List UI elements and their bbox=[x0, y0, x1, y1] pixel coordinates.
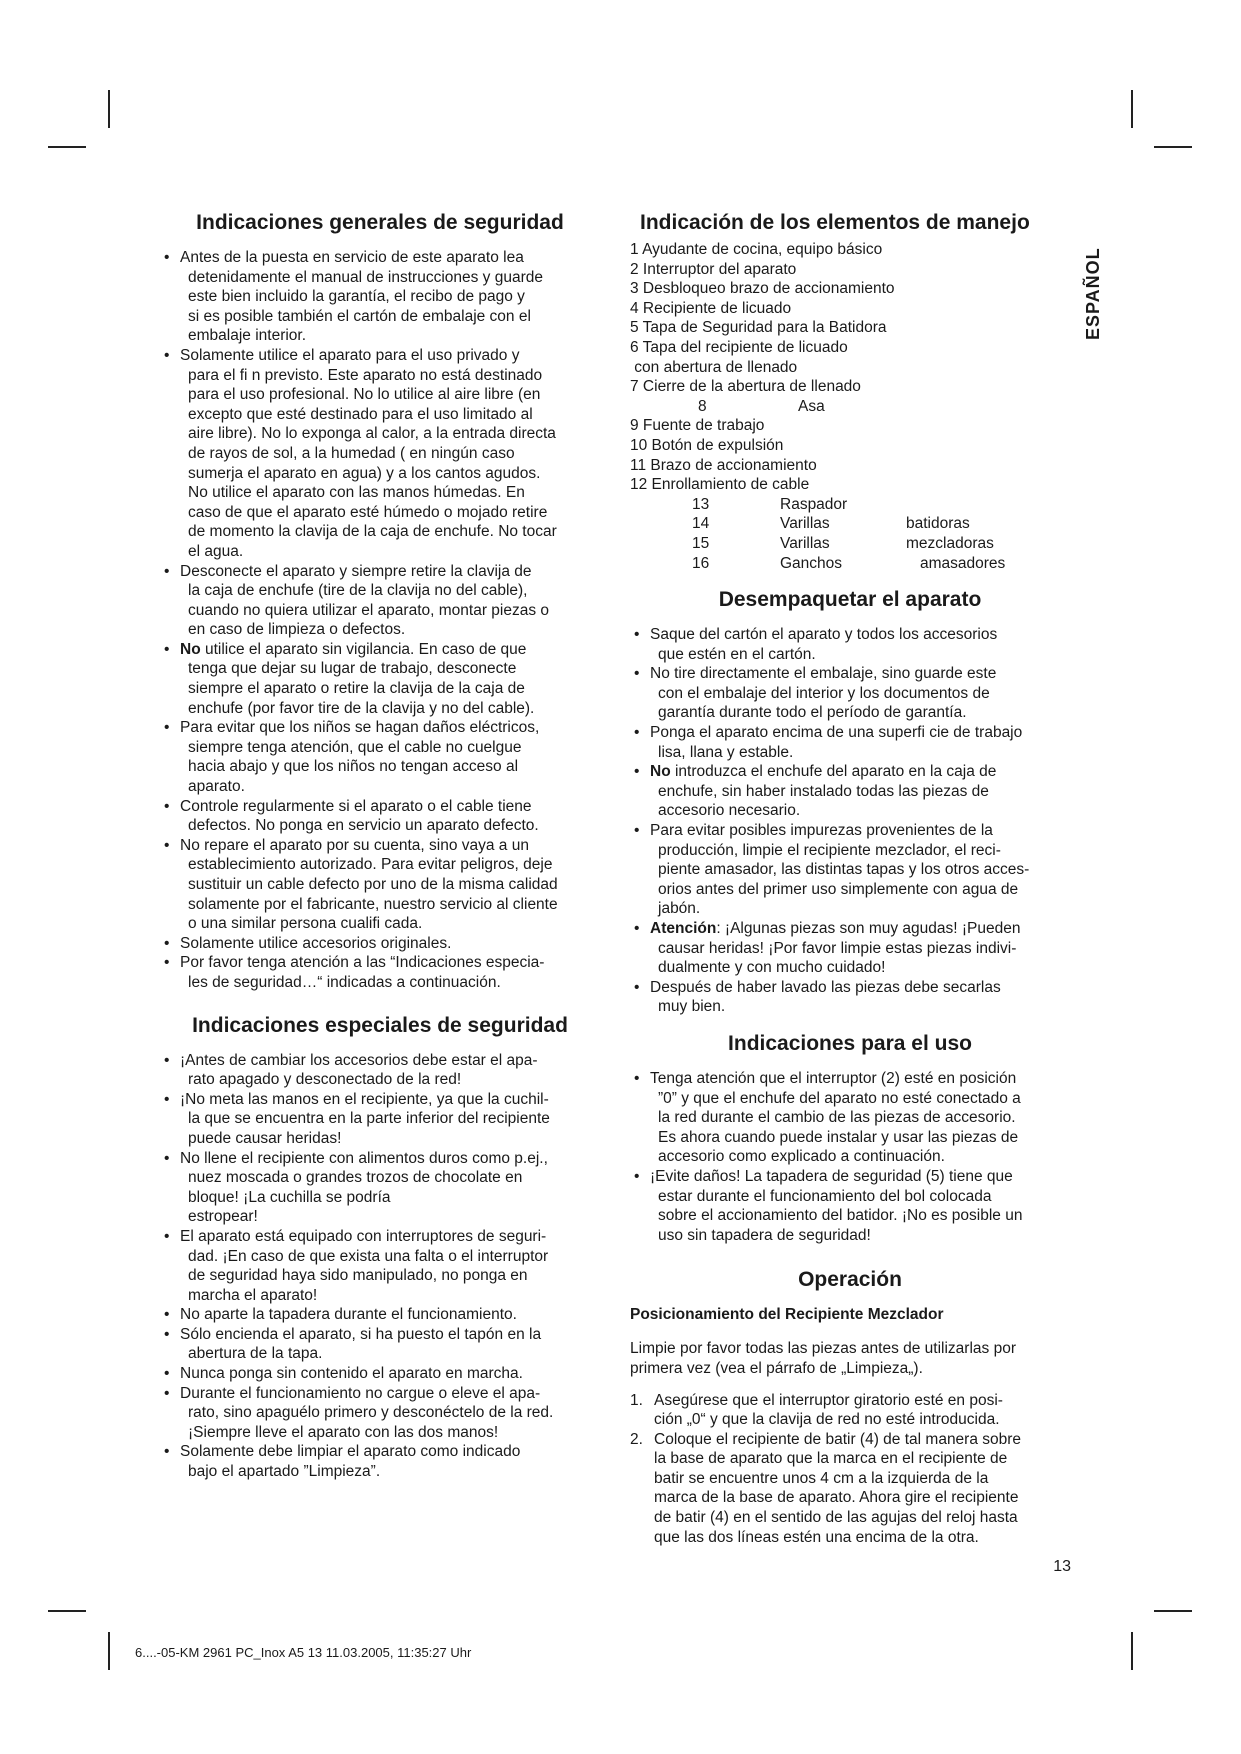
line: la red durante el cambio de las piezas de accesorio. bbox=[658, 1109, 1016, 1127]
step-number: 2. bbox=[630, 1430, 643, 1448]
element-row: 1 Ayudante de cocina, equipo básico bbox=[630, 241, 883, 258]
line: la caja de enchufe (tire de la clavija no del cable), bbox=[188, 582, 528, 600]
bullet: • bbox=[634, 665, 640, 683]
list-item bbox=[630, 1069, 1070, 1167]
bullet: • bbox=[164, 562, 170, 580]
line: abertura de la tapa. bbox=[188, 1345, 323, 1363]
element-number: 8 bbox=[698, 397, 707, 415]
bullet: • bbox=[634, 978, 640, 996]
line: Para evitar posibles impurezas provenientes de la bbox=[650, 822, 993, 840]
emphasis: No bbox=[180, 640, 201, 658]
line: Antes de la puesta en servicio de este aparato lea bbox=[180, 249, 524, 266]
bullet: • bbox=[634, 1069, 640, 1087]
list-item bbox=[160, 346, 600, 562]
bullet: • bbox=[634, 822, 640, 840]
bullet: • bbox=[634, 626, 640, 644]
bullet: • bbox=[164, 1051, 170, 1069]
line: la que se encuentra en la parte inferior del recipiente bbox=[188, 1110, 550, 1128]
line: lisa, llana y estable. bbox=[658, 743, 794, 761]
list-item bbox=[630, 762, 1070, 821]
bullet: • bbox=[164, 1325, 170, 1343]
line: No aparte la tapadera durante el funcionamiento. bbox=[180, 1306, 517, 1324]
bullet: • bbox=[634, 920, 640, 937]
list-item bbox=[630, 1167, 1070, 1245]
elements-list bbox=[630, 240, 1070, 573]
line: puede causar heridas! bbox=[188, 1129, 342, 1147]
line: en caso de limpieza o defectos. bbox=[188, 621, 406, 639]
line: embalaje interior. bbox=[188, 327, 307, 345]
line bbox=[650, 762, 1070, 782]
line: el agua. bbox=[188, 542, 244, 560]
line: excepto que esté destinado para el uso limitado al bbox=[188, 405, 533, 423]
bullet: • bbox=[164, 1149, 170, 1167]
line: enchufe (por favor tire de la clavija y no del cable). bbox=[188, 699, 535, 717]
line: de rayos de sol, a la humedad ( en ningún caso bbox=[188, 444, 515, 462]
right-column bbox=[630, 210, 1070, 1547]
line: batir se encuentre unos 4 cm a la izquierda de la bbox=[654, 1469, 989, 1487]
bullet: • bbox=[634, 763, 640, 781]
bullet: • bbox=[634, 1167, 640, 1185]
line: No llene el recipiente con alimentos duros como p.ej., bbox=[180, 1149, 548, 1167]
line: si es posible también el cartón de embalaje con el bbox=[188, 307, 531, 325]
element-cell: Varillas bbox=[780, 515, 830, 533]
bullet: • bbox=[164, 954, 170, 972]
step-item bbox=[630, 1430, 1070, 1548]
line: muy bien. bbox=[658, 998, 726, 1016]
element-row bbox=[630, 495, 1070, 515]
line: sumerja el aparato en agua) y a los cantos agudos. bbox=[188, 464, 541, 482]
bullet: • bbox=[164, 1384, 170, 1402]
line bbox=[650, 919, 1070, 939]
element-row bbox=[630, 554, 1070, 574]
line: para el fi n previsto. Este aparato no está destinado bbox=[188, 366, 543, 384]
operation-title: Operación bbox=[798, 1268, 902, 1292]
line: aparato. bbox=[188, 778, 245, 796]
line: Para evitar que los niños se hagan daños eléctricos, bbox=[180, 719, 540, 737]
list-item bbox=[630, 625, 1070, 664]
list-item bbox=[160, 718, 600, 796]
list-item bbox=[630, 919, 1070, 978]
line: dualmente y con mucho cuidado! bbox=[658, 959, 886, 977]
line: Coloque el recipiente de batir (4) de tal manera sobre bbox=[654, 1430, 1022, 1448]
line: Durante el funcionamiento no cargue o eleve el apa- bbox=[180, 1384, 541, 1402]
line: caso de que el aparato esté húmedo o mojado retire bbox=[188, 503, 548, 521]
unpack-list bbox=[630, 625, 1070, 1017]
list-item bbox=[160, 1442, 600, 1481]
line: ”0” y que el enchufe del aparato no esté conectado a bbox=[658, 1089, 1021, 1107]
element-row: 3 Desbloqueo brazo de accionamiento bbox=[630, 280, 895, 298]
bullet: • bbox=[164, 346, 170, 364]
element-cell: 13 bbox=[692, 495, 710, 513]
line: aire libre). No lo exponga al calor, a la entrada directa bbox=[188, 425, 556, 443]
line: orios antes del primer uso simplemente con agua de bbox=[658, 880, 1019, 898]
line: cuando no quiera utilizar el aparato, montar piezas o bbox=[188, 601, 550, 619]
line: Limpie por favor todas las piezas antes de utilizarlas por bbox=[630, 1340, 1016, 1358]
element-row: 7 Cierre de la abertura de llenado bbox=[630, 378, 861, 396]
list-item bbox=[160, 1325, 600, 1364]
general-safety-list bbox=[160, 248, 600, 993]
line: estar durante el funcionamiento del bol colocada bbox=[658, 1187, 992, 1205]
line: siempre tenga atención, que el cable no cuelgue bbox=[188, 738, 522, 756]
bullet: • bbox=[164, 1365, 170, 1383]
list-item bbox=[160, 640, 600, 718]
line: Solamente debe limpiar el aparato como indicado bbox=[180, 1443, 521, 1461]
element-row: 9 Fuente de trabajo bbox=[630, 417, 765, 435]
line: rato, sino apaguélo primero y desconéctelo de la red. bbox=[188, 1404, 554, 1422]
bullet: • bbox=[164, 249, 170, 266]
line: este bien incluido la garantía, el recibo de pago y bbox=[188, 288, 525, 306]
crop-mark bbox=[1154, 146, 1192, 148]
line: o una similar persona cualifi cada. bbox=[188, 915, 423, 933]
list-item bbox=[160, 1051, 600, 1090]
bullet: • bbox=[164, 934, 170, 952]
elements-title: Indicación de los elementos de manejo bbox=[640, 211, 1030, 234]
line: de seguridad haya sido manipulado, no ponga en bbox=[188, 1267, 528, 1285]
emphasis: No bbox=[650, 763, 671, 781]
line: estropear! bbox=[188, 1208, 258, 1226]
list-item bbox=[160, 836, 600, 934]
element-cell: Ganchos bbox=[780, 554, 843, 572]
print-footer: 6....-05-KM 2961 PC_Inox A5 13 11.03.2005, 11:35:27 Uhr bbox=[135, 1645, 472, 1660]
bullet: • bbox=[164, 640, 170, 658]
element-name: Asa bbox=[798, 397, 825, 415]
line: accesorio como explicado a continuación. bbox=[658, 1148, 945, 1166]
list-item bbox=[160, 797, 600, 836]
usage-title: Indicaciones para el uso bbox=[728, 1031, 972, 1055]
line: que estén en el cartón. bbox=[658, 645, 816, 663]
list-item bbox=[160, 953, 600, 992]
line: Por favor tenga atención a las “Indicaciones especia- bbox=[180, 954, 545, 972]
line: No repare el aparato por su cuenta, sino vaya a un bbox=[180, 836, 529, 854]
line: ción „0“ y que la clavija de red no esté introducida. bbox=[654, 1411, 1000, 1429]
line: Sólo encienda el aparato, si ha puesto el tapón en la bbox=[180, 1325, 542, 1343]
element-cell: batidoras bbox=[906, 515, 970, 533]
crop-mark bbox=[48, 1610, 86, 1612]
element-row: 4 Recipiente de licuado bbox=[630, 299, 792, 317]
line: Solamente utilice el aparato para el uso privado y bbox=[180, 346, 520, 364]
line: con el embalaje del interior y los documentos de bbox=[658, 684, 990, 702]
bullet: • bbox=[164, 1443, 170, 1461]
element-cell: Raspador bbox=[780, 495, 848, 513]
line: siempre el aparato o retire la clavija de la caja de bbox=[188, 680, 525, 698]
line: Saque del cartón el aparato y todos los accesorios bbox=[650, 626, 998, 644]
element-row: con abertura de llenado bbox=[630, 358, 798, 376]
line: Después de haber lavado las piezas debe secarlas bbox=[650, 978, 1001, 996]
line: bloque! ¡La cuchilla se podría bbox=[188, 1188, 391, 1206]
line: que las dos líneas estén una encima de la otra. bbox=[654, 1528, 979, 1546]
emphasis: Atención bbox=[650, 920, 717, 937]
list-item bbox=[160, 1384, 600, 1443]
list-item bbox=[160, 562, 600, 640]
left-column bbox=[160, 210, 600, 1496]
line: accesorio necesario. bbox=[658, 802, 801, 820]
crop-mark bbox=[108, 90, 110, 128]
list-item bbox=[160, 1090, 600, 1149]
list-item bbox=[630, 978, 1070, 1017]
bullet: • bbox=[164, 719, 170, 737]
line: hacia abajo y que los niños no tengan acceso al bbox=[188, 758, 519, 776]
line: ¡Siempre lleve el aparato con las dos manos! bbox=[188, 1423, 499, 1441]
bullet: • bbox=[164, 1227, 170, 1245]
line: dad. ¡En caso de que exista una falta o el interruptor bbox=[188, 1247, 549, 1265]
line: Ponga el aparato encima de una superfi cie de trabajo bbox=[650, 724, 1023, 742]
line-text: : ¡Algunas piezas son muy agudas! ¡Pueden bbox=[716, 920, 1021, 937]
line: causar heridas! ¡Por favor limpie estas piezas indivi- bbox=[658, 939, 1017, 957]
list-item bbox=[160, 934, 600, 954]
line: bajo el apartado ”Limpieza”. bbox=[188, 1463, 381, 1481]
line: ¡Evite daños! La tapadera de seguridad (5) tiene que bbox=[650, 1167, 1013, 1185]
element-row: 12 Enrollamiento de cable bbox=[630, 476, 810, 494]
line: enchufe, sin haber instalado todas las piezas de bbox=[658, 782, 989, 800]
line: la base de aparato que la marca en el recipiente de bbox=[654, 1450, 1008, 1468]
usage-list bbox=[630, 1069, 1070, 1245]
special-safety-list bbox=[160, 1051, 600, 1482]
line bbox=[180, 640, 600, 660]
line: garantía durante todo el período de garantía. bbox=[658, 704, 967, 722]
bullet: • bbox=[164, 1306, 170, 1324]
line: ¡Antes de cambiar los accesorios debe estar el apa- bbox=[180, 1051, 538, 1069]
element-cell: Varillas bbox=[780, 534, 830, 552]
bullet: • bbox=[164, 836, 170, 854]
line-text: introduzca el enchufe del aparato en la caja de bbox=[670, 763, 997, 781]
line: piente amasador, las distintas tapas y los otros acces- bbox=[658, 861, 1030, 879]
line: nuez moscada o grandes trozos de chocolate en bbox=[188, 1169, 523, 1187]
list-item bbox=[160, 248, 600, 346]
bullet: • bbox=[634, 724, 640, 742]
line: sustituir un cable defecto por uno de la misma calidad bbox=[188, 876, 558, 893]
line: Desconecte el aparato y siempre retire la clavija de bbox=[180, 562, 532, 580]
line: de momento la clavija de la caja de enchufe. No tocar bbox=[188, 523, 557, 541]
element-cell: 14 bbox=[692, 515, 710, 533]
crop-mark bbox=[1131, 1632, 1133, 1670]
line: de batir (4) en el sentido de las agujas del reloj hasta bbox=[654, 1509, 1018, 1527]
element-row: 10 Botón de expulsión bbox=[630, 436, 784, 454]
line: jabón. bbox=[658, 900, 701, 918]
element-cell: amasadores bbox=[920, 554, 1006, 572]
list-item bbox=[630, 821, 1070, 919]
line: tenga que dejar su lugar de trabajo, desconecte bbox=[188, 660, 517, 678]
line: Asegúrese que el interruptor giratorio esté en posi- bbox=[654, 1391, 1003, 1409]
line: Nunca ponga sin contenido el aparato en marcha. bbox=[180, 1365, 523, 1383]
line: detenidamente el manual de instrucciones y guarde bbox=[188, 268, 544, 286]
operation-intro bbox=[630, 1339, 1070, 1378]
element-row bbox=[630, 534, 1070, 554]
list-item bbox=[160, 1305, 600, 1325]
line: marca de la base de aparato. Ahora gire el recipiente bbox=[654, 1489, 1019, 1507]
element-cell: mezcladoras bbox=[906, 534, 994, 552]
line: No tire directamente el embalaje, sino guarde este bbox=[650, 665, 997, 683]
general-safety-title: Indicaciones generales de seguridad bbox=[196, 211, 564, 234]
list-item bbox=[160, 1227, 600, 1305]
step-number: 1. bbox=[630, 1391, 643, 1409]
line: producción, limpie el recipiente mezclador, el reci- bbox=[658, 841, 1001, 859]
bullet: • bbox=[164, 1090, 170, 1108]
list-item bbox=[630, 664, 1070, 723]
crop-mark bbox=[1131, 90, 1133, 128]
line: marcha el aparato! bbox=[188, 1286, 318, 1304]
line: uso sin tapadera de seguridad! bbox=[658, 1226, 871, 1244]
element-cell: 15 bbox=[692, 534, 710, 552]
element-row: 2 Interruptor del aparato bbox=[630, 260, 797, 278]
page-number: 13 bbox=[1053, 1558, 1071, 1575]
line: les de seguridad…“ indicadas a continuación. bbox=[188, 973, 501, 991]
line: Controle regularmente si el aparato o el cable tiene bbox=[180, 797, 532, 815]
element-row bbox=[630, 397, 1070, 417]
crop-mark bbox=[108, 1632, 110, 1670]
language-tab: ESPAÑOL bbox=[1083, 247, 1103, 340]
element-cell: 16 bbox=[692, 554, 710, 572]
bullet: • bbox=[164, 797, 170, 815]
line: rato apagado y desconectado de la red! bbox=[188, 1071, 462, 1089]
line: No utilice el aparato con las manos húmedas. En bbox=[188, 484, 525, 502]
crop-mark bbox=[48, 146, 86, 148]
line: Tenga atención que el interruptor (2) esté en posición bbox=[650, 1069, 1017, 1087]
line: sobre el accionamiento del batidor. ¡No es posible un bbox=[658, 1207, 1023, 1225]
line: defectos. No ponga en servicio un aparato defecto. bbox=[188, 817, 539, 835]
list-item bbox=[630, 723, 1070, 762]
line: Es ahora cuando puede instalar y usar las piezas de bbox=[658, 1128, 1019, 1146]
special-safety-title: Indicaciones especiales de seguridad bbox=[192, 1013, 568, 1037]
element-row: 6 Tapa del recipiente de licuado bbox=[630, 338, 848, 356]
line: para el uso profesional. No lo utilice al aire libre (en bbox=[188, 386, 541, 404]
list-item bbox=[160, 1364, 600, 1384]
line: establecimiento autorizado. Para evitar peligros, deje bbox=[188, 856, 553, 874]
unpack-title: Desempaquetar el aparato bbox=[718, 588, 982, 612]
line: Solamente utilice accesorios originales. bbox=[180, 934, 452, 952]
line-text: utilice el aparato sin vigilancia. En caso de que bbox=[200, 640, 527, 658]
operation-subtitle: Posicionamiento del Recipiente Mezclador bbox=[630, 1306, 944, 1324]
operation-steps bbox=[630, 1391, 1070, 1548]
line: solamente por el fabricante, nuestro servicio al cliente bbox=[188, 895, 558, 913]
list-item bbox=[160, 1149, 600, 1227]
crop-mark bbox=[1154, 1610, 1192, 1612]
element-row bbox=[630, 514, 1070, 534]
step-item bbox=[630, 1391, 1070, 1430]
line: El aparato está equipado con interruptores de seguri- bbox=[180, 1227, 547, 1245]
line: primera vez (vea el párrafo de „Limpieza„). bbox=[630, 1359, 923, 1377]
line: ¡No meta las manos en el recipiente, ya que la cuchil- bbox=[180, 1090, 549, 1108]
element-row: 5 Tapa de Seguridad para la Batidora bbox=[630, 319, 887, 337]
element-row: 11 Brazo de accionamiento bbox=[630, 456, 817, 474]
